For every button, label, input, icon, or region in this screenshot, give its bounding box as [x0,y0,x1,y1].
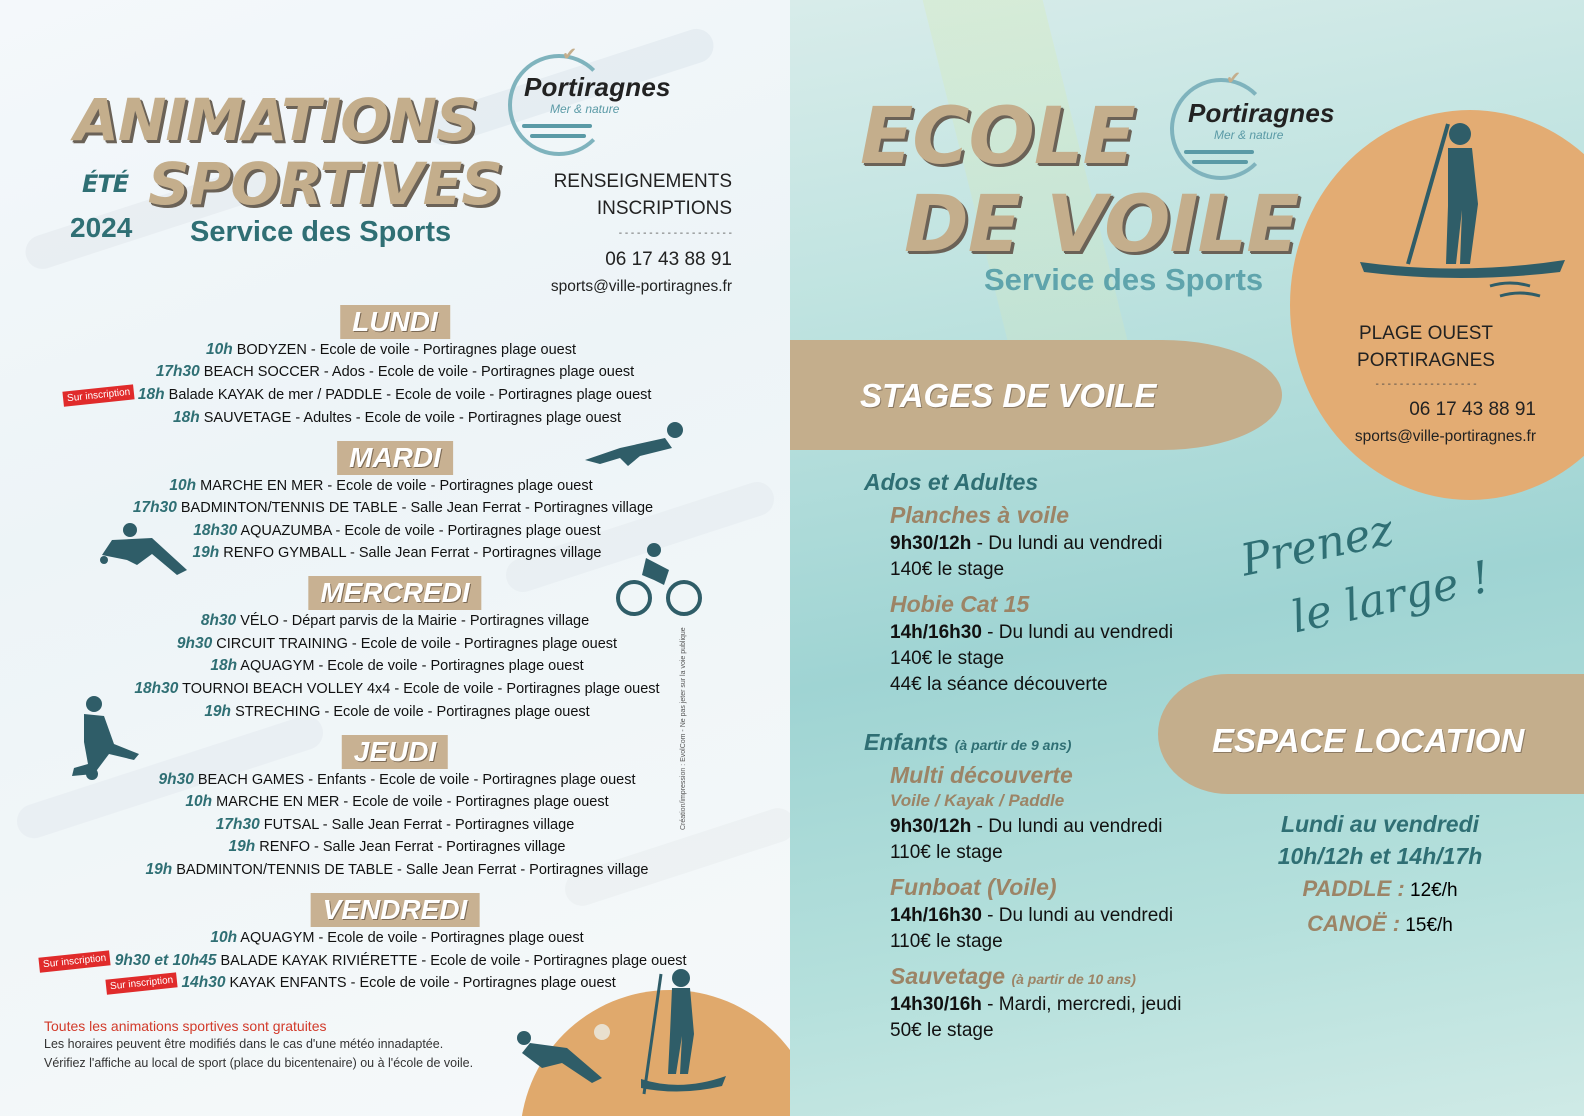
schedule-row: 18h SAUVETAGE - Adultes - Ecole de voile - Portiragnes plage ouest [173,409,621,426]
schedule-row: 10h BODYZEN - Ecole de voile - Portiragnes plage ouest [205,341,577,358]
location-hours: 10h/12h et 14h/17h [1277,843,1483,869]
contact-email[interactable]: sports@ville-portiragnes.fr [1354,428,1536,445]
registration-badge: Sur inscription [62,384,135,406]
schedule-row: 8h30 VÉLO - Départ parvis de la Mairie - Portiragnes village [200,612,590,629]
contact-line2: INSCRIPTIONS [596,198,732,219]
logo-wave [530,134,586,138]
pingpong-player-icon [92,520,192,580]
schedule-row: Sur inscription 14h30 KAYAK ENFANTS - Ecole de voile - Portiragnes plage ouest [0,974,756,992]
title-ete: ÉTÉ [82,170,129,198]
funboat-hours: 14h/16h30 - Du lundi au vendredi [890,905,1174,926]
hobie-hours: 14h/16h30 - Du lundi au vendredi [890,622,1174,643]
logo-name: Portiragnes [524,72,671,102]
stages-title: STAGES DE VOILE [860,377,1157,414]
schedule-row: 19h STRECHING - Ecole de voile - Portiragnes plage ouest [204,703,590,720]
paddle-price-line: PADDLE : 12€/h [1302,876,1458,901]
hobie-price: 140€ le stage [890,648,1005,669]
note-free: Toutes les animations sportives sont gratuites [44,1018,327,1034]
note-check: Vérifiez l'affiche au local de sport (place du bicentenaire) ou à l'école de voile. [44,1056,474,1070]
schedule-row: 18h AQUAGYM - Ecole de voile - Portiragnes plage ouest [210,657,584,674]
activity-hobie: Hobie Cat 15 [890,591,1030,617]
day-heading: VENDREDI [311,893,480,927]
funboat-price: 110€ le stage [890,931,1003,952]
runner-start-icon [580,418,690,468]
sauvetage-hours: 14h30/16h - Mardi, mercredi, jeudi [890,994,1182,1015]
schedule-row: Sur inscription 9h30 et 10h45 BALADE KAYAK RIVIÉRETTE - Ecole de voile - Portiragnes plage ouest [0,952,758,970]
contact-block [1316,320,1536,450]
hobie-trial: 44€ la séance découverte [890,674,1108,695]
category-enfants: Enfants (à partir de 9 ans) [864,729,1072,755]
logo-wave [1184,150,1254,154]
schedule-row: 19h RENFO - Salle Jean Ferrat - Portiragnes village [228,838,566,855]
cyclist-icon [614,540,704,620]
logo-wave [522,124,592,128]
logo-subtitle: Mer & nature [550,102,620,116]
day-heading: MERCREDI [308,576,481,610]
day-heading: JEUDI [342,735,448,769]
volleyball-player-icon [512,1018,622,1088]
activity-planches: Planches à voile [890,502,1069,528]
schedule-row: 17h30 FUTSAL - Salle Jean Ferrat - Portiragnes village [215,816,575,833]
activity-multi: Multi découverte [890,762,1073,788]
multi-price: 110€ le stage [890,842,1003,863]
footballer-icon [64,694,144,784]
title-animations: ANIMATIONS [74,86,477,154]
activity-sauvetage: Sauvetage (à partir de 10 ans) [890,963,1136,989]
schedule-row: 18h30 TOURNOI BEACH VOLLEY 4x4 - Ecole de voile - Portiragnes plage ouest [134,680,660,697]
contact-dashes: - - - - - - - - - - - - - - - - - - - [618,228,732,239]
logo-subtitle: Mer & nature [1214,128,1284,142]
schedule-row: 10h MARCHE EN MER - Ecole de voile - Portiragnes plage ouest [169,477,593,494]
schedule-row: 19h RENFO GYMBALL - Salle Jean Ferrat - Portiragnes village [192,544,602,561]
title-sportives: SPORTIVES [148,150,503,218]
paddleboarder-icon [636,964,726,1104]
location-title: ESPACE LOCATION [1212,722,1525,759]
bird-icon: ✔ [1226,68,1242,88]
portiragnes-logo [1164,68,1384,178]
paddleboarder-icon [1360,114,1570,304]
animations-flyer [0,0,790,1116]
contact-block [551,168,732,300]
schedule-row: 18h30 AQUAZUMBA - Ecole de voile - Portiragnes plage ouest [193,522,601,539]
category-ados: Ados et Adultes [864,469,1039,495]
logo-name: Portiragnes [1188,98,1335,128]
multi-subtitle: Voile / Kayak / Paddle [890,791,1065,810]
multi-hours: 9h30/12h - Du lundi au vendredi [890,816,1163,837]
bird-icon: ✔ [562,44,578,64]
location-days: Lundi au vendredi [1280,811,1480,837]
canoe-price-line: CANOË : 15€/h [1307,911,1453,936]
schedule-row: 9h30 BEACH GAMES - Enfants - Ecole de voile - Portiragnes plage ouest [158,771,636,788]
planches-price: 140€ le stage [890,559,1005,580]
activity-funboat: Funboat (Voile) [890,874,1057,900]
schedule-row: 17h30 BADMINTON/TENNIS DE TABLE - Salle Jean Ferrat - Portiragnes village [132,499,654,516]
schedule-row: Sur inscription 18h Balade KAYAK de mer / PADDLE - Ecole de voile - Portiragnes plage ouest [0,386,752,404]
day-heading: MARDI [337,441,453,475]
sailing-school-flyer [790,0,1584,1116]
schedule-row: 10h AQUAGYM - Ecole de voile - Portiragnes plage ouest [210,929,584,946]
contact-dashes: - - - - - - - - - - - - - - - - - [1375,379,1477,390]
portiragnes-logo [500,44,720,154]
contact-phone: 06 17 43 88 91 [1409,399,1536,420]
year: 2024 [70,212,133,243]
slogan-le-large: le large ! [1286,551,1495,644]
registration-badge: Sur inscription [106,972,179,994]
service-des-sports: Service des Sports [984,262,1264,297]
slogan-prenez: Prenez [1236,504,1398,587]
planches-hours: 9h30/12h - Du lundi au vendredi [890,533,1163,554]
title-de-voile: DE VOILE [904,180,1299,270]
schedule-row: 19h BADMINTON/TENNIS DE TABLE - Salle Jean Ferrat - Portiragnes village [145,861,649,878]
day-heading: LUNDI [340,305,450,339]
contact-line1: PLAGE OUEST [1358,323,1494,344]
contact-line2: PORTIRAGNES [1357,350,1495,371]
sauvetage-price: 50€ le stage [890,1020,994,1041]
location-details [1230,808,1530,942]
note-hours: Les horaires peuvent être modifiés dans le cas d'une météo innadaptée. [44,1037,444,1051]
title-ecole: ECOLE [860,92,1135,182]
schedule-row: 17h30 BEACH SOCCER - Ados - Ecole de voile - Portiragnes plage ouest [155,363,635,380]
logo-wave [1192,160,1248,164]
schedule-row: 9h30 CIRCUIT TRAINING - Ecole de voile - Portiragnes plage ouest [176,635,618,652]
service-des-sports: Service des Sports [190,216,452,248]
registration-badge: Sur inscription [39,950,112,972]
print-credit: Création/impression : EvolCom - Ne pas jeter sur la voie publique [680,627,687,830]
contact-line1: RENSEIGNEMENTS [553,171,732,192]
contact-phone: 06 17 43 88 91 [605,249,732,270]
schedule-row: 10h MARCHE EN MER - Ecole de voile - Portiragnes plage ouest [185,793,609,810]
contact-email[interactable]: sports@ville-portiragnes.fr [550,278,732,295]
